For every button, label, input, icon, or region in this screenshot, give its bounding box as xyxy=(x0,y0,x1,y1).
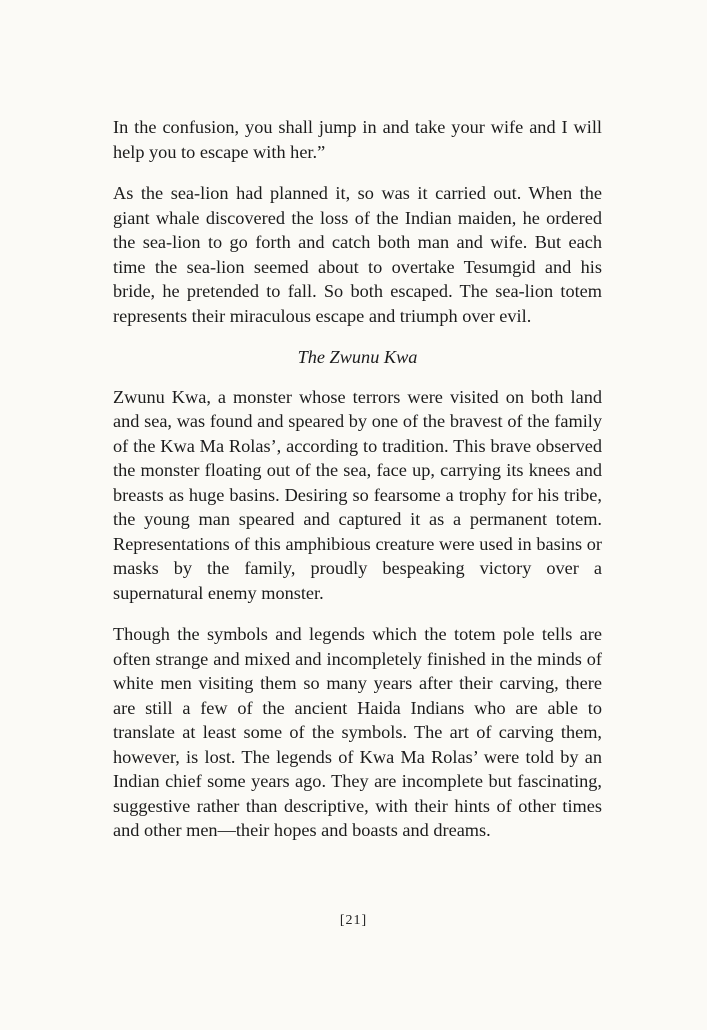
paragraph-symbols-legends: Though the symbols and legends which the totem pole tells are often strange and mixed and incompletely finished in the minds of white men visiting them so many years after their carving, there are still a few of the ancient Haida Indians who are able to translate at least some of the symbols. The art of carving them, however, is lost. The legends of Kwa Ma Rolas’ were told by an Indian chief some years ago. They are incomplete but fascinating, suggestive rather than descriptive, with their hints of other times and other men—their hopes and boasts and dreams. xyxy=(113,624,602,840)
paragraph-zwunu-kwa: Zwunu Kwa, a monster whose terrors were visited on both land and sea, was found and speared by one of the bravest of the family of the Kwa Ma Rolas’, according to tradition. This brave observed the monster floating out of the sea, face up, carrying its knees and breasts as huge basins. Desiring so fearsome a trophy for his tribe, the young man speared and captured it as a permanent totem. Representations of this amphibious creature were used in basins or masks by the family, proudly bespeaking victory over a supernatural enemy monster. xyxy=(113,386,602,603)
paragraph-sea-lion: As the sea-lion had planned it, so was it carried out. When the giant whale discovered the loss of the Indian maiden, he ordered the sea-lion to go forth and catch both man and wife. But each time the sea-lion seemed about to overtake Tesumgid and his bride, he pretended to fall. So both escaped. The sea-lion totem represents their miraculous escape and triumph over evil. xyxy=(113,183,602,326)
body-text xyxy=(113,115,602,843)
section-heading: The Zwunu Kwa xyxy=(297,347,418,367)
page-number: [21] xyxy=(339,913,368,928)
paragraph-escape-plan: In the confusion, you shall jump in and take your wife and I will help you to escape with her.” xyxy=(113,117,602,162)
